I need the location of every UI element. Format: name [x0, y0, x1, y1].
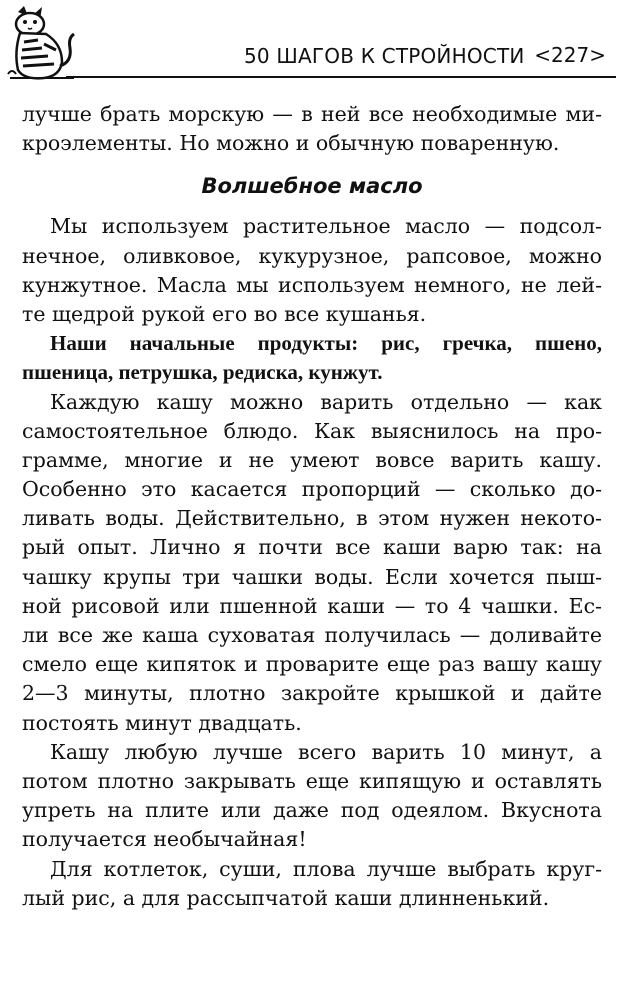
text-line: ли все же каша суховатая получилась — доливайте: [22, 623, 602, 647]
text-line: лый рис, а для рассыпчатой каши длинненький.: [22, 885, 550, 910]
paragraph-rice-types: [22, 855, 602, 913]
text-line: кунжутное. Масла мы используем немного, не лей-: [22, 272, 602, 297]
cat-logo-icon: [4, 4, 80, 82]
text-line: Кашу любую лучше всего варить 10 минут, а: [50, 739, 602, 764]
paragraph-oils: [22, 212, 602, 329]
text-line: Наши начальные продукты: рис, гречка, пшено,: [50, 331, 602, 356]
text-line: Каждую кашу можно варить отдельно — как: [50, 389, 602, 414]
text-line: ной рисовой или пшенной каши — то 4 чашки. Ес-: [22, 593, 602, 618]
running-title: 50 ШАГОВ К СТРОЙНОСТИ: [244, 44, 525, 68]
text-line: рый опыт. Лично я почти все каши варю так: на: [22, 535, 602, 560]
text-line: потом плотно закрывать еще кипящую и оставлять: [22, 768, 602, 793]
bold-products-paragraph: [22, 329, 602, 387]
text-line: самостоятельное блюдо. Как выяснилось на про-: [22, 418, 602, 443]
text-line: грамме, многие и не умеют вовсе варить кашу.: [22, 447, 602, 472]
section-heading: Волшебное масло: [201, 174, 423, 199]
intro-paragraph: [22, 100, 602, 158]
text-line: упреть на плите или даже под одеялом. Вкуснота: [22, 798, 602, 823]
text-line: Мы используем растительное масло — подсол-: [50, 214, 602, 239]
text-line: постоять минут двадцать.: [22, 710, 302, 735]
header-divider: [66, 76, 616, 78]
text-line: получается необычайная!: [22, 827, 307, 852]
text-line: кроэлементы. Но можно и обычную поваренную.: [22, 131, 560, 156]
text-line: Особенно это касается пропорций — сколько до-: [22, 477, 602, 502]
paragraph-porridge: [22, 388, 602, 738]
text-line: те щедрой рукой его во все кушанья.: [22, 301, 427, 326]
text-line: Для котлеток, суши, плова лучше выбрать круг-: [50, 856, 602, 881]
text-line: 2—3 минуты, плотно закройте крышкой и дайте: [22, 681, 602, 706]
text-line: чашку крупы три чашки воды. Если хочется пыш-: [22, 564, 602, 589]
page-body: [22, 100, 602, 913]
text-line: лучше брать морскую — в ней все необходимые ми-: [22, 102, 602, 126]
text-line: пшеница, петрушка, редиска, кунжут.: [22, 360, 383, 385]
paragraph-cooking-time: [22, 738, 602, 855]
page-number: <227>: [534, 43, 606, 67]
text-line: смело еще кипяток и проварите еще раз вашу кашу: [22, 652, 602, 677]
page-header: [0, 0, 620, 90]
text-line: нечное, оливковое, кукурузное, рапсовое, можно: [22, 243, 602, 268]
text-line: ливать воды. Действительно, в этом нужен некото-: [22, 506, 602, 531]
